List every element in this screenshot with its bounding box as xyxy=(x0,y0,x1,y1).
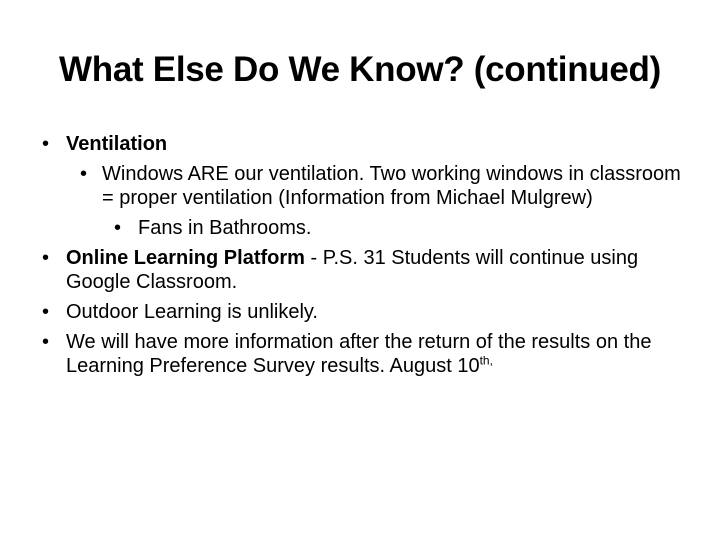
bullet-icon: • xyxy=(114,217,122,239)
bullet-text: Windows ARE our ventilation. Two working windows in classroom = proper ventilation (Information from Michael Mulgrew) xyxy=(102,163,681,209)
bullet-text: Outdoor Learning is unlikely. xyxy=(66,301,318,323)
bullet-windows xyxy=(36,162,684,210)
bullet-outdoor-learning xyxy=(36,300,684,324)
bullet-icon: • xyxy=(42,247,50,269)
bullet-text: We will have more information after the return of the results on the Learning Preference Survey results. August 10 xyxy=(66,331,652,377)
slide-title: What Else Do We Know? (continued) xyxy=(59,50,661,89)
bullet-text: Fans in Bathrooms. xyxy=(138,217,312,239)
bullet-text: - P.S. 31 Students will continue using Google Classroom. xyxy=(66,247,639,293)
bullet-fans xyxy=(36,216,684,240)
bullet-icon: • xyxy=(42,331,50,353)
bullet-icon: • xyxy=(80,163,88,185)
bullet-more-information xyxy=(36,330,684,378)
bullet-icon: • xyxy=(42,301,50,323)
bullet-ventilation xyxy=(36,132,684,156)
bullet-heading: Online Learning Platform xyxy=(66,247,305,269)
bullet-online-learning xyxy=(36,246,684,294)
bullet-heading: Ventilation xyxy=(66,133,168,155)
bullet-icon: • xyxy=(42,133,50,155)
date-superscript: th, xyxy=(479,353,493,368)
slide-body xyxy=(36,132,684,384)
